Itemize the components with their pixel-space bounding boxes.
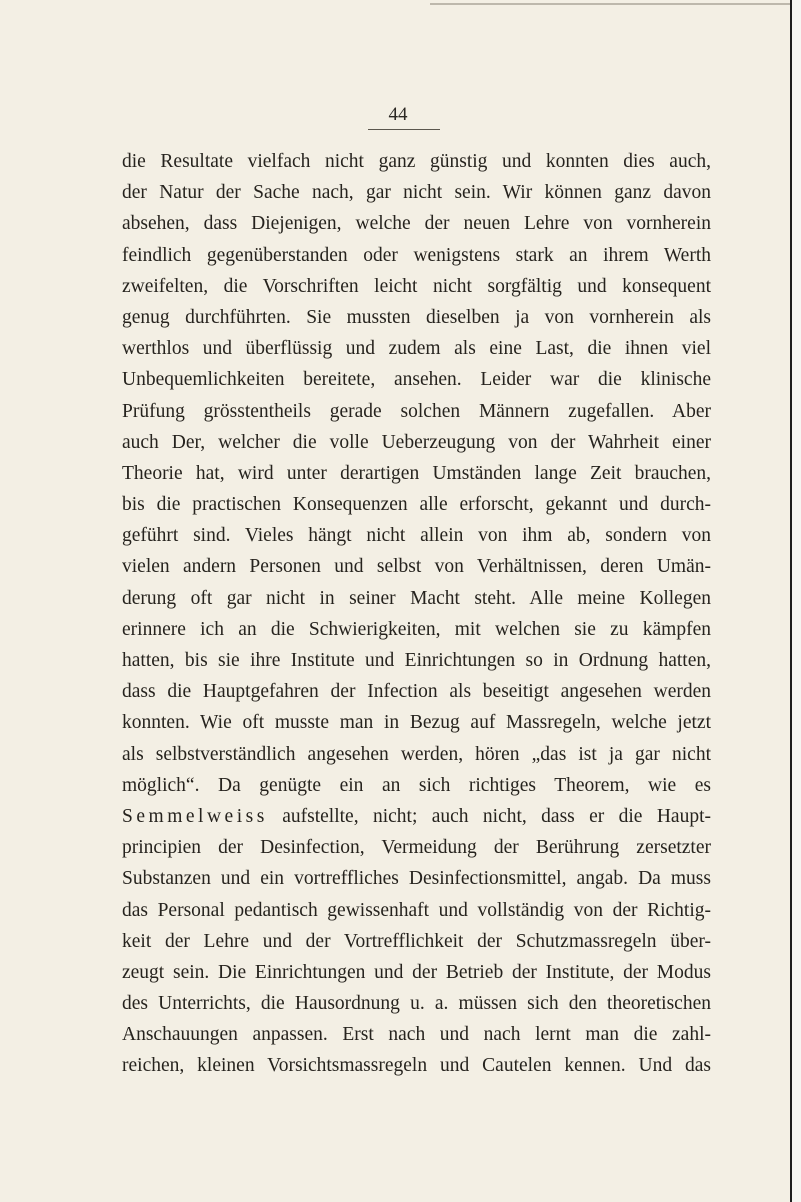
- text-line: möglich“. Da genügte ein an sich richtiges Theorem, wie es: [122, 774, 711, 796]
- text-line: bis die practischen Konsequenzen alle erforscht, gekannt und durch-: [122, 494, 711, 516]
- text-line: Theorie hat, wird unter derartigen Umständen lange Zeit brauchen,: [122, 462, 711, 484]
- text-line: des Unterrichts, die Hausordnung u. a. müssen sich den theoretischen: [122, 993, 711, 1015]
- text-line: hatten, bis sie ihre Institute und Einrichtungen so in Ordnung hatten,: [122, 650, 711, 671]
- text-line: Unbequemlichkeiten bereitete, ansehen. Leider war die klinische: [122, 369, 711, 391]
- text-line: vielen andern Personen und selbst von Verhältnissen, deren Umän-: [122, 556, 711, 578]
- text-line: der Natur der Sache nach, gar nicht sein. Wir können ganz davon: [122, 182, 711, 204]
- top-edge-rule: [430, 3, 792, 5]
- text-line: feindlich gegenüberstanden oder wenigstens stark an ihrem Werth: [122, 244, 711, 266]
- text-line: erinnere ich an die Schwierigkeiten, mit welchen sie zu kämpfen: [122, 618, 711, 640]
- text-line-rest: aufstellte, nicht; auch nicht, dass er die Haupt-: [267, 805, 711, 827]
- spaced-name-semmelweiss: Semmelweiss: [122, 805, 268, 827]
- page-number-underline: [368, 129, 440, 130]
- text-line: genug durchführten. Sie mussten dieselben ja von vornherein als: [122, 306, 711, 328]
- text-line: Prüfung grösstentheils gerade solchen Männern zugefallen. Aber: [122, 400, 711, 422]
- text-line: konnten. Wie oft musste man in Bezug auf Massregeln, welche jetzt: [122, 712, 711, 734]
- text-line: principien der Desinfection, Vermeidung der Berührung zersetzter: [122, 837, 711, 859]
- text-line: reichen, kleinen Vorsichtsmassregeln und Cautelen kennen. Und das: [122, 1055, 711, 1077]
- text-line: zweifelten, die Vorschriften leicht nicht sorgfältig und konsequent: [122, 275, 711, 297]
- text-line: derung oft gar nicht in seiner Macht steht. Alle meine Kollegen: [122, 587, 711, 609]
- text-line: Substanzen und ein vortreffliches Desinfectionsmittel, angab. Da muss: [122, 868, 711, 890]
- text-line: als selbstverständlich angesehen werden, hören „das ist ja gar nicht: [122, 743, 711, 765]
- text-line: geführt sind. Vieles hängt nicht allein von ihm ab, sondern von: [122, 525, 711, 547]
- text-line-semmelweiss: [122, 801, 711, 832]
- text-line: auch Der, welcher die volle Ueberzeugung von der Wahrheit einer: [122, 431, 711, 453]
- text-line: die Resultate vielfach nicht ganz günstig und konnten dies auch,: [122, 151, 711, 172]
- page-number: 44: [388, 104, 408, 125]
- text-line: das Personal pedantisch gewissenhaft und vollständig von der Richtig-: [122, 899, 711, 921]
- text-line: zeugt sein. Die Einrichtungen und der Betrieb der Institute, der Modus: [122, 961, 711, 983]
- book-edge: [790, 0, 801, 1202]
- text-line: werthlos und überflüssig und zudem als eine Last, die ihnen viel: [122, 338, 711, 360]
- text-line: absehen, dass Diejenigen, welche der neuen Lehre von vornherein: [122, 213, 711, 235]
- text-line: Anschauungen anpassen. Erst nach und nach lernt man die zahl-: [122, 1024, 711, 1046]
- text-line: keit der Lehre und der Vortrefflichkeit der Schutzmassregeln über-: [122, 930, 711, 952]
- text-line: dass die Hauptgefahren der Infection als beseitigt angesehen werden: [122, 681, 711, 703]
- body-text: [122, 146, 711, 1082]
